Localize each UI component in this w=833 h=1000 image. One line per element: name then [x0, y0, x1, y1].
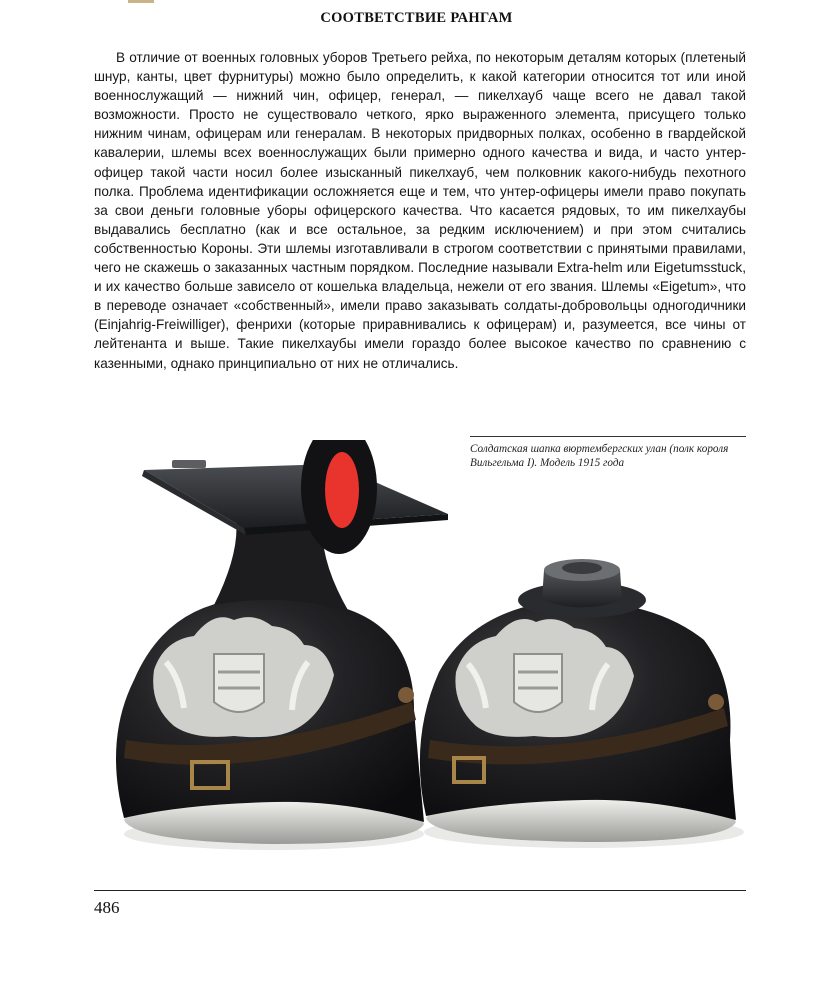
page-header: СООТВЕТСТВИЕ РАНГАМ [320, 10, 513, 26]
helmets-photo [94, 440, 754, 880]
figure-caption: Солдатская шапка вюртембергских улан (полк короля Вильгельма I). Модель 1915 года [470, 443, 729, 469]
caption-rule [470, 436, 746, 437]
helmet-left [116, 440, 448, 850]
helmet-right [420, 559, 744, 848]
body-paragraph: В отличие от военных головных уборов Третьего рейха, по некоторым деталям которых (плетеный шнур, канты, цвет фурнитуры) можно было определить, к какой категории относится тот или иной военнослужащий — нижний чин, офицер, генерал, — пикелхауб чаще всего не давал такой возможности. Просто не существовало четкого, ярко выраженного элемента, присущего только нижним чинам, офицерам или генералам. В некоторых придворных полках, особенно в гвардейской кавалерии, шлемы всех военнослужащих были примерно одного качества и вида, и часто унтер-офицер такой части носил более изысканный пикелхауб, чем полковник какого-нибудь пехотного полка. Проблема идентификации осложняется еще и тем, что унтер-офицеры имели право покупать за свои деньги головные уборы офицерского качества. Что касается рядовых, то им пикелхаубы выдавались бесплатно (как и все остальное, за редким исключением) и при этом считались собственностью Короны. Эти шлемы изготавливали в строгом соответствии с принятыми правилами, чего не скажешь о заказанных частным порядком. Последние называли Extra-helm или Eigetumsstuck, и их качество больше зависело от кошелька владельца, нежели от его звания. Шлемы «Eigetum», что в переводе означает «собственный», имели право заказывать солдаты-добровольцы одногодичники (Einjahrig-Freiwilliger), фенрихи (которые приравнивались к офицерам) и, разумеется, все чины от лейтенанта и выше. Такие пикелхаубы имели гораздо более высокое качество по сравнению с казенными, однако принципиально от них не отличались. [94, 50, 746, 371]
page-corner-mark [128, 0, 154, 3]
page-number: 486 [94, 898, 120, 917]
footer-rule [94, 890, 746, 891]
